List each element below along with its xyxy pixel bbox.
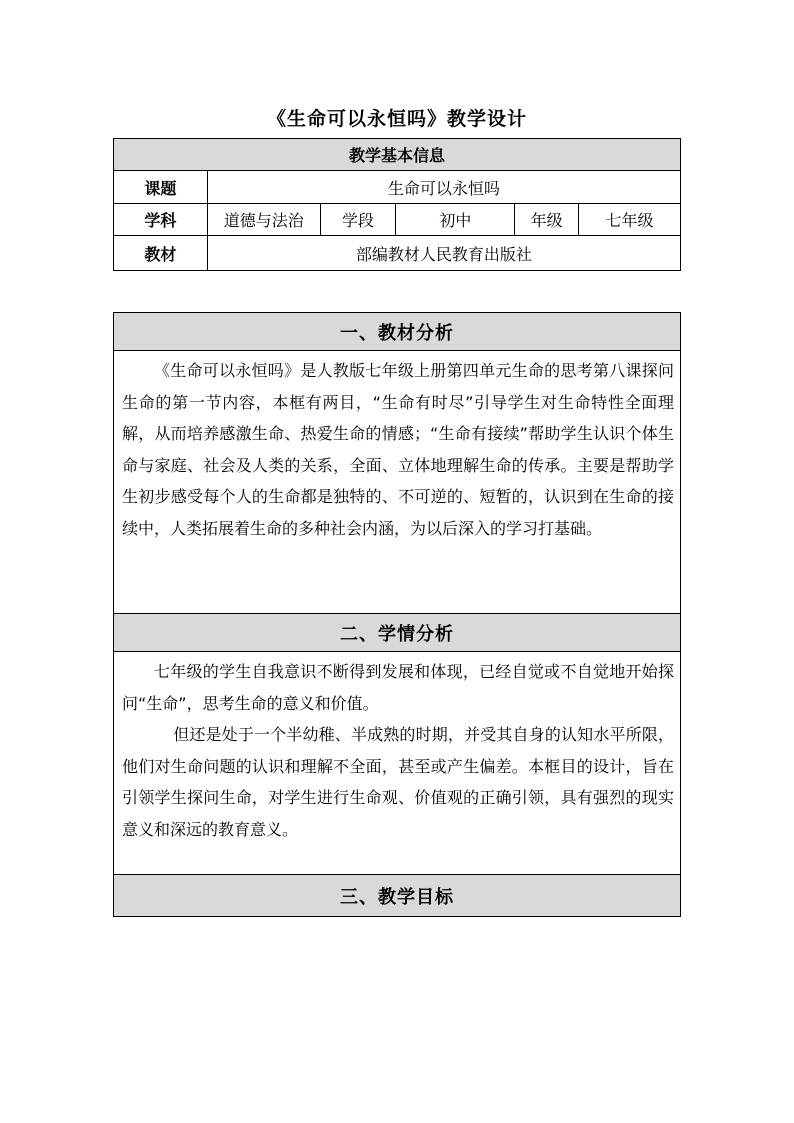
info-table-header: 教学基本信息 [114, 139, 681, 171]
section-heading-student-analysis: 二、学情分析 [114, 614, 681, 652]
textbook-label: 教材 [114, 236, 208, 271]
paragraph: 《生命可以永恒吗》是人教版七年级上册第四单元生命的思考第八课探问生命的第一节内容，本框有两目，“生命有时尽”引导学生对生命特性全面理解，从而培养感激生命、热爱生命的情感；“生命有接续”帮助学生认识个体生命与家庭、社会及人类的关系，全面、立体地理解生命的传承。主要是帮助学生初步感受每个人的生命都是独特的、不可逆的、短暂的，认识到在生命的接续中，人类拓展着生命的多种社会内涵，为以后深入的学习打基础。 [122, 361, 674, 538]
textbook-value: 部编教材人民教育出版社 [207, 236, 680, 271]
paragraph: 七年级的学生自我意识不断得到发展和体现，已经自觉或不自觉地开始探问“生命”，思考生命的意义和价值。 [122, 662, 674, 713]
section-body-textbook-analysis [114, 351, 681, 614]
stage-label: 学段 [320, 204, 396, 236]
basic-info-table [113, 138, 681, 271]
section-heading-textbook-analysis: 一、教材分析 [114, 313, 681, 351]
document-title: 《生命可以永恒吗》教学设计 [266, 108, 527, 130]
stage-value: 初中 [396, 204, 515, 236]
topic-value: 生命可以永恒吗 [207, 171, 680, 204]
grade-value: 七年级 [579, 204, 681, 236]
paragraph: 但还是处于一个半幼稚、半成熟的时期，并受其自身的认知水平所限，他们对生命问题的认识和理解不全面，甚至或产生偏差。本框目的设计，旨在引领学生探问生命，对学生进行生命观、价值观的正确引领，具有强烈的现实意义和深远的教育意义。 [122, 725, 674, 839]
grade-label: 年级 [515, 204, 579, 236]
section-heading-teaching-goals: 三、教学目标 [114, 875, 681, 917]
analysis-table [113, 312, 681, 917]
subject-value: 道德与法治 [207, 204, 320, 236]
subject-label: 学科 [114, 204, 208, 236]
topic-label: 课题 [114, 171, 208, 204]
section-body-student-analysis [114, 652, 681, 875]
